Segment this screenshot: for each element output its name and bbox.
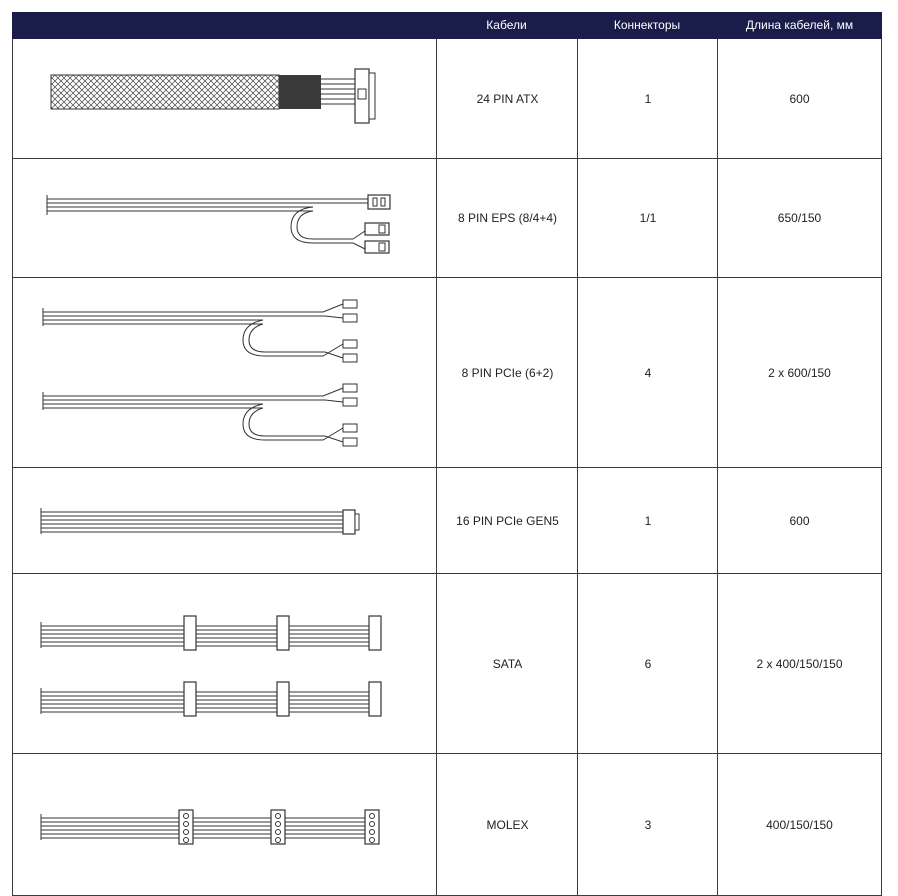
cell-cable-name: 16 PIN PCIe GEN5 [456,513,559,528]
cell-connectors: 4 [644,365,652,380]
cell-cable-name: 8 PIN PCIe (6+2) [461,365,554,380]
cell-connectors: 1/1 [639,211,657,225]
cell-cable-name: MOLEX [486,817,529,832]
molex-cable-icon [13,754,437,895]
header-length: Длина кабелей, мм [745,18,854,32]
sata-cable-icon [13,574,437,753]
table-header [12,12,882,39]
cell-cable-name: 24 PIN ATX [476,91,539,106]
table-row [12,159,882,278]
cell-length: 2 x 400/150/150 [756,656,843,671]
cell-connectors: 1 [644,91,652,106]
pcie-8pin-cable-icon [13,278,437,467]
header-connectors: Коннекторы [613,18,681,32]
cell-length: 2 x 600/150 [768,365,831,380]
cell-length: 600 [789,91,810,106]
table-row [12,278,882,468]
eps-8pin-cable-icon [13,159,437,277]
table-row [12,39,882,159]
cell-connectors: 1 [644,513,652,528]
cell-length: 650/150 [777,211,822,225]
cell-length: 600 [789,513,810,528]
cell-connectors: 6 [644,656,652,671]
cell-cable-name: 8 PIN EPS (8/4+4) [457,211,558,225]
cell-cable-name: SATA [492,656,523,671]
atx-24pin-cable-icon [13,39,437,158]
pcie-gen5-16pin-cable-icon [13,468,437,573]
cell-length: 400/150/150 [766,817,833,832]
cell-connectors: 3 [644,817,652,832]
table-row [12,754,882,896]
table-row [12,574,882,754]
table-row [12,468,882,574]
header-cables: Кабели [486,18,527,32]
